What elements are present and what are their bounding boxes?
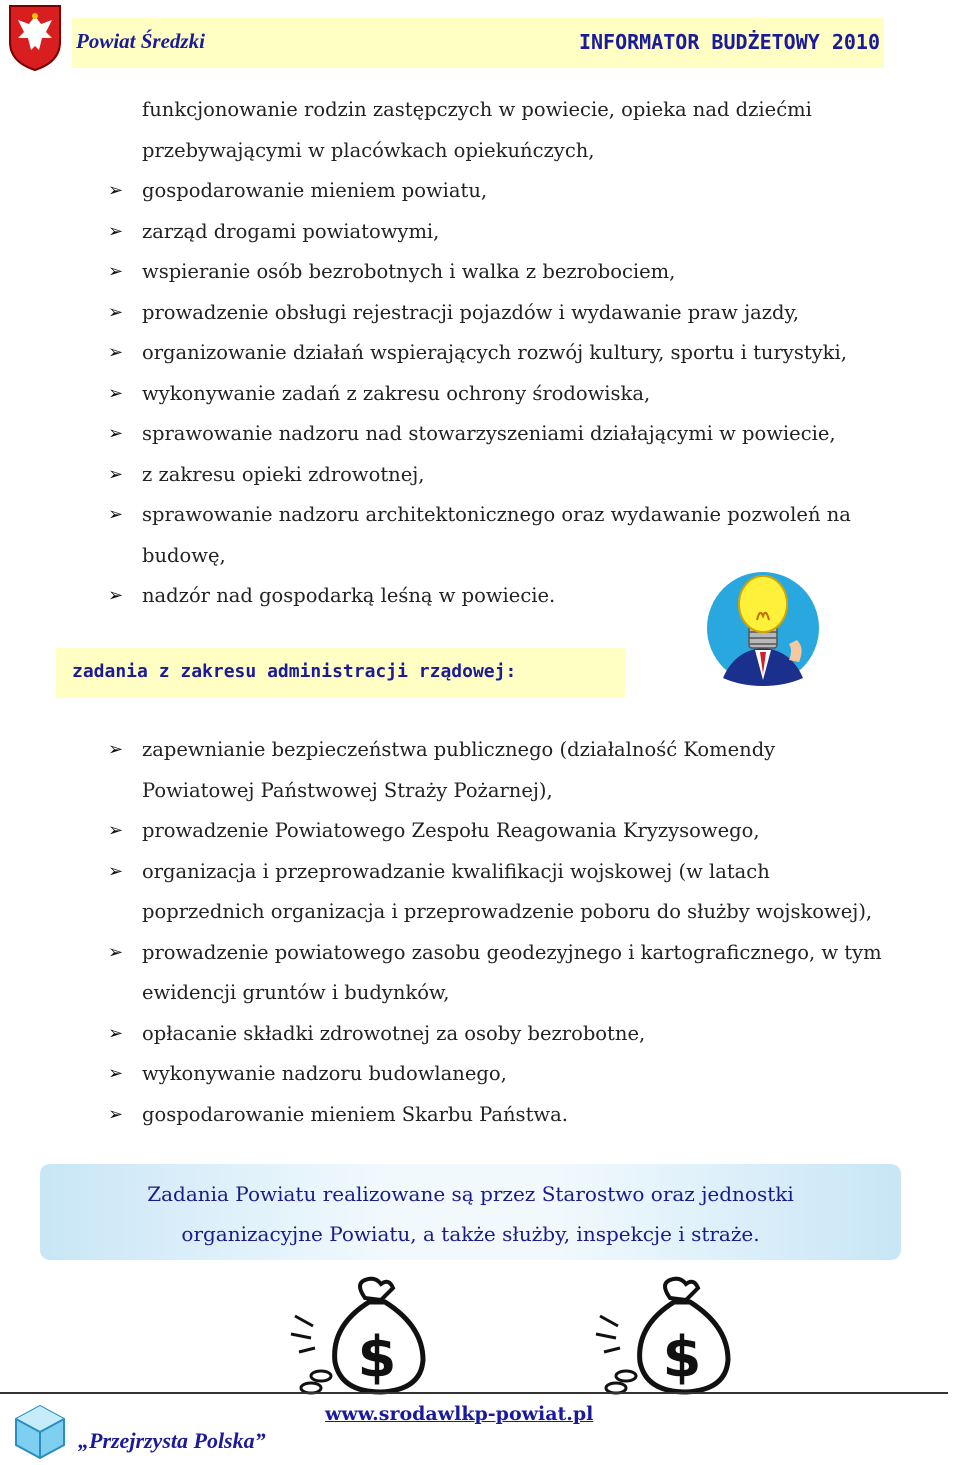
list-item: ewidencji gruntów i budynków,: [142, 981, 450, 1004]
list-item: zapewnianie bezpieczeństwa publicznego (działalność Komendy: [142, 738, 776, 761]
list-item: prowadzenie Powiatowego Zespołu Reagowania Kryzysowego,: [142, 819, 760, 842]
list-item: sprawowanie nadzoru nad stowarzyszeniami działającymi w powiecie,: [142, 422, 836, 445]
list-item: prowadzenie obsługi rejestracji pojazdów i wydawanie praw jazdy,: [142, 301, 800, 324]
lightbulb-head-icon: [705, 570, 821, 686]
info-box: [40, 1164, 901, 1260]
header-right-title: INFORMATOR BUDŻETOWY 2010: [578, 30, 880, 54]
list-item: z zakresu opieki zdrowotnej,: [142, 463, 425, 486]
bullet-arrow-icon: ➢: [108, 504, 124, 525]
footer-divider: [0, 1392, 948, 1394]
bullet-arrow-icon: ➢: [108, 1063, 124, 1084]
info-line-2: organizacyjne Powiatu, a także służby, inspekcje i straże.: [181, 1222, 760, 1246]
bullet-arrow-icon: ➢: [108, 464, 124, 485]
list-item: przebywającymi w placówkach opiekuńczych,: [142, 139, 595, 162]
info-line-1: Zadania Powiatu realizowane są przez Starostwo oraz jednostki: [147, 1182, 794, 1206]
bullet-arrow-icon: ➢: [108, 942, 124, 963]
bullet-arrow-icon: ➢: [108, 585, 124, 606]
list-item: prowadzenie powiatowego zasobu geodezyjnego i kartograficznego, w tym: [142, 941, 882, 964]
money-bag-icon: [590, 1276, 750, 1396]
footer-website-link[interactable]: www.srodawlkp-powiat.pl: [325, 1403, 594, 1425]
page-header: [0, 0, 960, 76]
bullet-arrow-icon: ➢: [108, 861, 124, 882]
bullet-arrow-icon: ➢: [108, 221, 124, 242]
bullet-arrow-icon: ➢: [108, 1023, 124, 1044]
bullet-arrow-icon: ➢: [108, 261, 124, 282]
bullet-arrow-icon: ➢: [108, 383, 124, 404]
list-item: wykonywanie zadań z zakresu ochrony środowiska,: [142, 382, 651, 405]
list-item: gospodarowanie mieniem Skarbu Państwa.: [142, 1103, 568, 1126]
bullet-arrow-icon: ➢: [108, 820, 124, 841]
money-bag-icon: [285, 1276, 445, 1396]
list-item: poprzednich organizacja i przeprowadzenie poboru do służby wojskowej),: [142, 900, 873, 923]
list-item: gospodarowanie mieniem powiatu,: [142, 179, 488, 202]
list-item: organizowanie działań wspierających rozwój kultury, sportu i turystyki,: [142, 341, 847, 364]
list-item: wykonywanie nadzoru budowlanego,: [142, 1062, 507, 1085]
section-heading-bar: [56, 648, 625, 698]
list-item: budowę,: [142, 544, 226, 567]
cube-logo-icon: [12, 1404, 68, 1460]
list-item: sprawowanie nadzoru architektonicznego oraz wydawanie pozwoleń na: [142, 503, 851, 526]
bullet-arrow-icon: ➢: [108, 739, 124, 760]
bullet-arrow-icon: ➢: [108, 423, 124, 444]
list-item: organizacja i przeprowadzanie kwalifikacji wojskowej (w latach: [142, 860, 770, 883]
bullet-arrow-icon: ➢: [108, 180, 124, 201]
bullet-arrow-icon: ➢: [108, 302, 124, 323]
list-item: zarząd drogami powiatowymi,: [142, 220, 440, 243]
list-item: Powiatowej Państwowej Straży Pożarnej),: [142, 779, 553, 802]
bullet-arrow-icon: ➢: [108, 342, 124, 363]
eagle-crest-icon: [6, 2, 64, 72]
bullet-arrow-icon: ➢: [108, 1104, 124, 1125]
list-item: opłacanie składki zdrowotnej za osoby bezrobotne,: [142, 1022, 646, 1045]
section-title: zadania z zakresu administracji rządowej:: [72, 661, 517, 682]
svg-text:$: $: [357, 1325, 397, 1390]
header-left-title: Powiat Średzki: [76, 29, 205, 53]
svg-text:$: $: [662, 1325, 702, 1390]
list-item: nadzór nad gospodarką leśną w powiecie.: [142, 584, 556, 607]
footer-brand: „Przejrzysta Polska”: [78, 1428, 266, 1453]
list-item: wspieranie osób bezrobotnych i walka z bezrobociem,: [142, 260, 676, 283]
header-bar: [72, 18, 884, 68]
list-item: funkcjonowanie rodzin zastępczych w powiecie, opieka nad dziećmi: [142, 98, 812, 121]
